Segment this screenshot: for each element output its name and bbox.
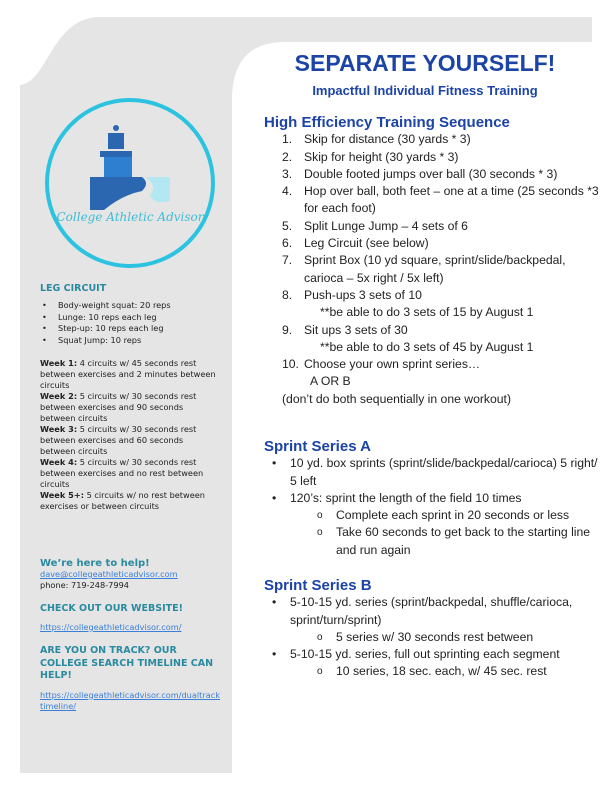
item-text: 5-10-15 yd. series (sprint/backpedal, shuffle/carioca, sprint/turn/sprint) xyxy=(290,595,573,627)
list-item xyxy=(264,183,604,218)
week-label: Week 2: xyxy=(40,391,78,401)
week-item xyxy=(40,358,220,391)
item-number: 6. xyxy=(282,236,293,251)
series-a-title: Sprint Series A xyxy=(264,438,371,455)
list-item xyxy=(264,166,604,183)
bullet-icon: • xyxy=(272,456,277,471)
bullet-icon: • xyxy=(272,595,277,610)
item-number: 7. xyxy=(282,253,293,268)
list-item xyxy=(264,235,604,252)
list-item xyxy=(264,287,604,304)
series-b-title: Sprint Series B xyxy=(264,577,372,594)
phone: phone: 719-248-7994 xyxy=(40,580,129,590)
training-sequence xyxy=(264,114,604,408)
sub-item xyxy=(264,663,604,680)
page-title: SEPARATE YOURSELF! xyxy=(294,50,556,76)
contact-section xyxy=(40,558,220,712)
sub-list xyxy=(264,629,604,646)
item-number: 1. xyxy=(282,132,293,147)
item-text: Choose your own sprint series… xyxy=(304,357,481,372)
list-item xyxy=(264,252,604,287)
list-item: • Step-up: 10 reps each leg xyxy=(40,323,220,335)
item-number: 5. xyxy=(282,218,293,233)
timeline-link[interactable]: https://collegeathleticadvisor.com/dualtracktimeline/ xyxy=(40,689,220,711)
list-item: • Squat Jump: 10 reps xyxy=(40,335,220,347)
list-item: • Body-weight squat: 20 reps xyxy=(40,300,220,312)
list-item: • Lunge: 10 reps each leg xyxy=(40,312,220,324)
item-text: Leg Circuit (see below) xyxy=(304,236,429,251)
circle-bullet-icon: o xyxy=(317,666,323,678)
list-item xyxy=(264,131,604,148)
sequence-list xyxy=(264,131,604,390)
item-number: 10. xyxy=(282,357,299,372)
item-text: Sit ups 3 sets of 30 xyxy=(304,322,408,337)
week-label: Week 3: xyxy=(40,424,78,434)
sub-item-text: 5 series w/ 30 seconds rest between xyxy=(336,629,534,644)
week-text: 5 circuits w/ 30 seconds rest between exercises and no rest between circuits xyxy=(40,457,204,489)
week-item xyxy=(40,424,220,457)
leg-circuit-title: LEG CIRCUIT xyxy=(40,283,107,294)
circle-bullet-icon: o xyxy=(317,631,323,643)
item-number: 2. xyxy=(282,149,293,164)
item-number: 9. xyxy=(282,322,293,337)
sprint-series-a xyxy=(264,438,604,559)
item-note: **be able to do 3 sets of 45 by August 1 xyxy=(320,339,534,354)
week-label: Week 4: xyxy=(40,457,78,467)
sequence-footer: (don’t do both sequentially in one workout) xyxy=(282,391,511,406)
series-b-list xyxy=(264,594,604,680)
sub-item-text: Take 60 seconds to get back to the starting line and run again xyxy=(336,525,591,557)
item-text: Skip for distance (30 yards * 3) xyxy=(304,132,471,147)
week-label: Week 1: xyxy=(40,358,78,368)
sub-item-text: Complete each sprint in 20 seconds or less xyxy=(336,508,570,523)
item-text: Skip for height (30 yards * 3) xyxy=(304,149,459,164)
week-text: 5 circuits w/ 30 seconds rest between exercises and 60 seconds between circuits xyxy=(40,424,197,456)
week-text: 5 circuits w/ 30 seconds rest between exercises and 90 seconds between circuits xyxy=(40,391,197,423)
list-item xyxy=(264,322,604,339)
sub-item xyxy=(264,507,604,524)
list-item xyxy=(264,594,604,629)
week-text: 5 circuits w/ no rest between exercises or between circuits xyxy=(40,490,205,511)
week-label: Week 5+: xyxy=(40,490,84,500)
logo xyxy=(42,95,218,271)
item-text: Hop over ball, both feet – one at a time (25 seconds *3 for each foot) xyxy=(304,184,599,216)
week-text: 4 circuits w/ 45 seconds rest between exercises and 2 minutes between circuits xyxy=(40,358,216,390)
list-item xyxy=(264,356,604,373)
sub-item xyxy=(264,629,604,646)
item-text: Sprint Box (10 yd square, sprint/slide/backpedal, carioca – 5x right / 5x left) xyxy=(304,253,566,285)
logo-text: College Athletic Advisor xyxy=(56,210,204,224)
sub-item-text: 10 series, 18 sec. each, w/ 45 sec. rest xyxy=(336,664,547,679)
item-number: 4. xyxy=(282,184,293,199)
series-a-list xyxy=(264,455,604,559)
exercise-list xyxy=(40,300,220,346)
list-item xyxy=(264,490,604,507)
list-item xyxy=(264,218,604,235)
sprint-series-b xyxy=(264,577,604,681)
sequence-title: High Efficiency Training Sequence xyxy=(264,114,510,131)
page-subtitle: Impactful Individual Fitness Training xyxy=(312,83,538,98)
item-text: Split Lunge Jump – 4 sets of 6 xyxy=(304,218,468,233)
email-link[interactable]: dave@collegeathleticadvisor.com xyxy=(40,569,178,579)
item-text: Double footed jumps over ball (30 seconds * 3) xyxy=(304,166,558,181)
week-schedule xyxy=(40,358,220,512)
list-item xyxy=(264,646,604,663)
item-text: 5-10-15 yd. series, full out sprinting each segment xyxy=(290,647,560,662)
sub-list xyxy=(264,507,604,559)
item-number: 8. xyxy=(282,287,293,302)
timeline-title: ARE YOU ON TRACK? OUR COLLEGE SEARCH TIMELINE CAN HELP! xyxy=(40,645,214,681)
list-item xyxy=(264,455,604,490)
circle-bullet-icon: o xyxy=(317,510,323,522)
item-note: **be able to do 3 sets of 15 by August 1 xyxy=(320,305,534,320)
item-text: Push-ups 3 sets of 10 xyxy=(304,287,422,302)
leg-circuit-section xyxy=(40,283,220,512)
item-text: 120’s: sprint the length of the field 10 times xyxy=(290,490,522,505)
item-number: 3. xyxy=(282,166,293,181)
week-item xyxy=(40,490,220,512)
bullet-icon: • xyxy=(272,490,277,505)
bullet-icon: • xyxy=(272,647,277,662)
week-item xyxy=(40,457,220,490)
circle-bullet-icon: o xyxy=(317,527,323,539)
website-title: CHECK OUT OUR WEBSITE! xyxy=(40,603,183,614)
item-note: A OR B xyxy=(310,374,351,389)
website-link[interactable]: https://collegeathleticadvisor.com/ xyxy=(40,622,182,632)
list-item xyxy=(264,149,604,166)
sub-list xyxy=(264,663,604,680)
help-title: We’re here to help! xyxy=(40,558,150,569)
sub-item xyxy=(264,524,604,559)
week-item xyxy=(40,391,220,424)
item-text: 10 yd. box sprints (sprint/slide/backpedal/carioca) 5 right/ 5 left xyxy=(290,456,598,488)
